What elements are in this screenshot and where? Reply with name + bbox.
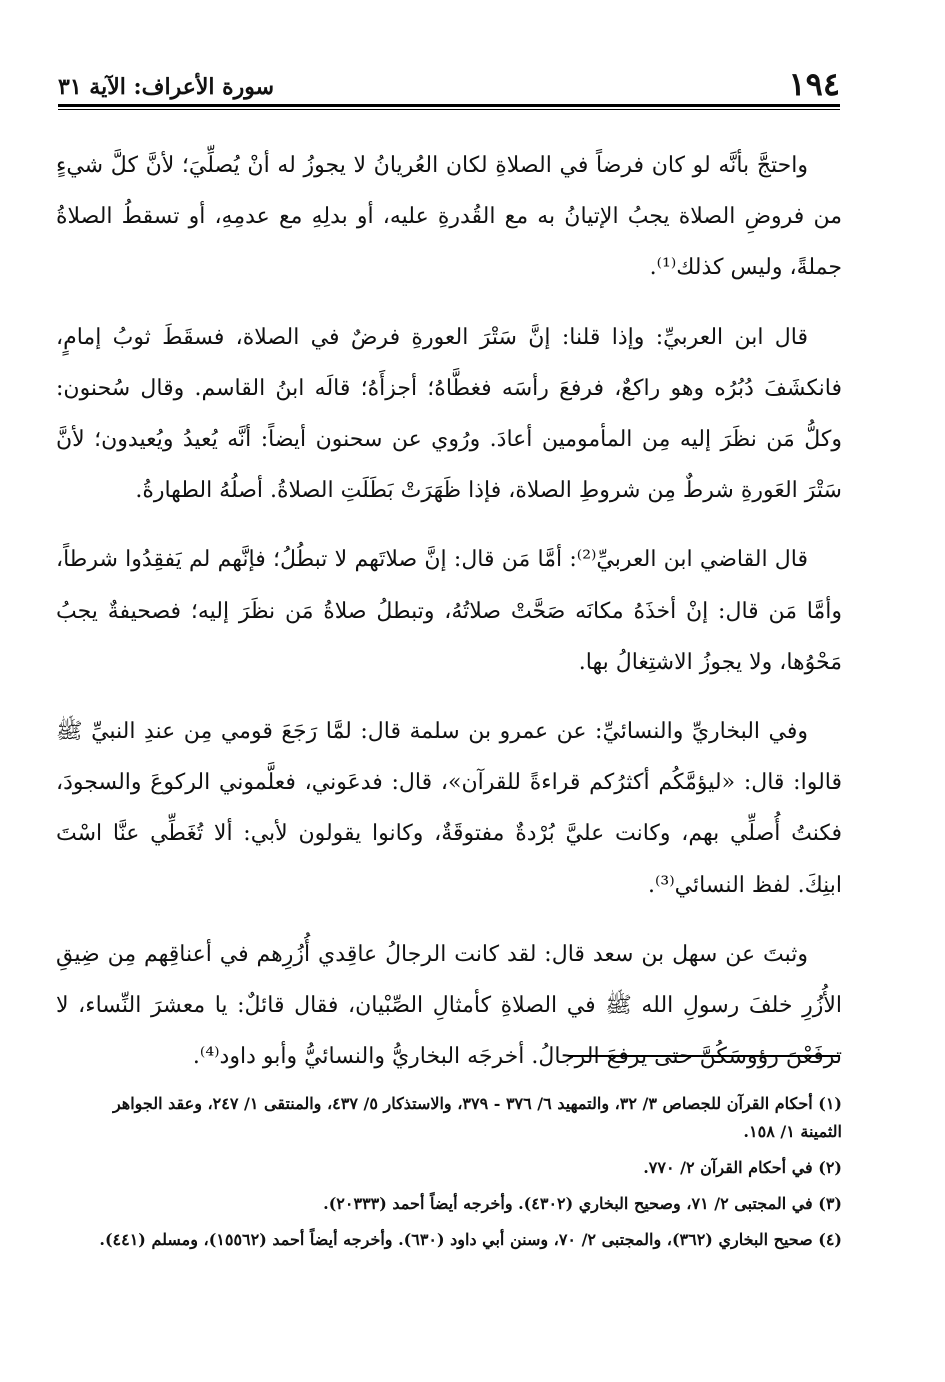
paragraph: قال ابن العربيِّ: وإذا قلنا: إنَّ سَتْرَ العورةِ فرضٌ في الصلاة، فسقَطَ ثوبُ إمامٍ، فانكشَفَ دُبُرُه وهو راكعٌ، فرفعَ رأسَه فغطَّاهُ؛ أجزأَهُ؛ قالَه ابنُ القاسم. وقال سُحنون: وكلُّ مَن نظَرَ إليه مِن المأمومين أعادَ. ورُوي عن سحنون أيضاً: أنَّه يُعيدُ ويُعيدون؛ لأنَّ سَتْرَ العَورةِ شرطٌ مِن شروطِ الصلاة، فإذا ظَهَرَتْ بَطَلَتِ الصلاةُ. أصلُهُ الطهارةُ. [56, 324, 842, 504]
paragraph: قال القاضي ابن العربيِّ⁽²⁾: أمَّا مَن قال: إنَّ صلاتَهم لا تبطُلُ؛ فإنَّهم لم يَفقِدُوا شرطاً، وأمَّا مَن قال: إنْ أخذَهُ مكانَه صَحَّتْ صلاتُهُ، وتبطلُ صلاةُ مَن نظَرَ إليه؛ فصحيفةٌ يجبُ مَحْوُها، ولا يجوزُ الاشتِغالُ بها. [56, 547, 842, 675]
paragraph: وثبتَ عن سهل بن سعد قال: لقد كانت الرجالُ عاقِدي أُزُرِهم في أعناقِهم مِن ضِيقِ الأُزُرِ خلفَ رسولِ الله ﷺ في الصلاةِ كأمثالِ الصِّبْيان، فقال قائلٌ: يا معشرَ النِّساء، لا ترفَعْنَ رؤوسَكُنَّ حتى يرفعَ الرجالُ. أخرجَه البخاريُّ والنسائيُّ وأبو داود⁽⁴⁾. [56, 941, 842, 1070]
paragraph: وفي البخاريِّ والنسائيِّ: عن عمرو بن سلمة قال: لمَّا رَجَعَ قومي مِن عندِ النبيِّ ﷺ قالوا: قال: «ليؤمَّكُم أكثرُكم قراءةً للقرآن»، قال: فدعَوني، فعلَّموني الركوعَ والسجودَ، فكنتُ أُصلِّي بهم، وكانت عليَّ بُرْدةٌ مفتوقَةٌ، وكانوا يقولون لأبي: ألا تُغَطِّي عنَّا اسْتَ ابنِكَ. لفظ النسائي⁽³⁾. [56, 719, 842, 898]
footnote-separator [568, 1055, 840, 1057]
footnotes [70, 1090, 842, 1262]
header-rule [58, 104, 840, 110]
paragraph: واحتجَّ بأنَّه لو كان فرضاً في الصلاةِ لكان العُريانُ لا يجوزُ له أنْ يُصلِّيَ؛ لأنَّ كلَّ شيءٍ من فروضِ الصلاة يجبُ الإتيانُ به مع القُدرةِ عليه، أو بدلِهِ مع عدمِهِ، أو تسقطُ الصلاةُ جملةً، وليس كذلك⁽¹⁾. [56, 153, 842, 281]
footnote: (٤) صحيح البخاري (٣٦٢)، والمجتبى ٢/ ٧٠، وسنن أبي داود (٦٣٠). وأخرجه أيضاً أحمد (١٥٥٦٢)، ومسلم (٤٤١). [99, 1230, 842, 1249]
footnote: (١) أحكام القرآن للجصاص ٣/ ٣٢، والتمهيد ٦/ ٣٧٦ - ٣٧٩، والاستذكار ٥/ ٤٣٧، والمنتقى ١/ ٢٤٧، وعقد الجواهر الثمينة ١/ ١٥٨. [112, 1094, 842, 1141]
page-number: ١٩٤ [788, 65, 840, 103]
page-header [58, 65, 840, 103]
running-title: سورة الأعراف: الآية ٣١ [58, 74, 275, 100]
footnote: (٣) في المجتبى ٢/ ٧١، وصحيح البخاري (٤٣٠٢). وأخرجه أيضاً أحمد (٢٠٣٣٣). [323, 1194, 842, 1213]
footnote: (٢) في أحكام القرآن ٢/ ٧٧٠. [643, 1158, 842, 1177]
body-text [56, 140, 842, 1100]
